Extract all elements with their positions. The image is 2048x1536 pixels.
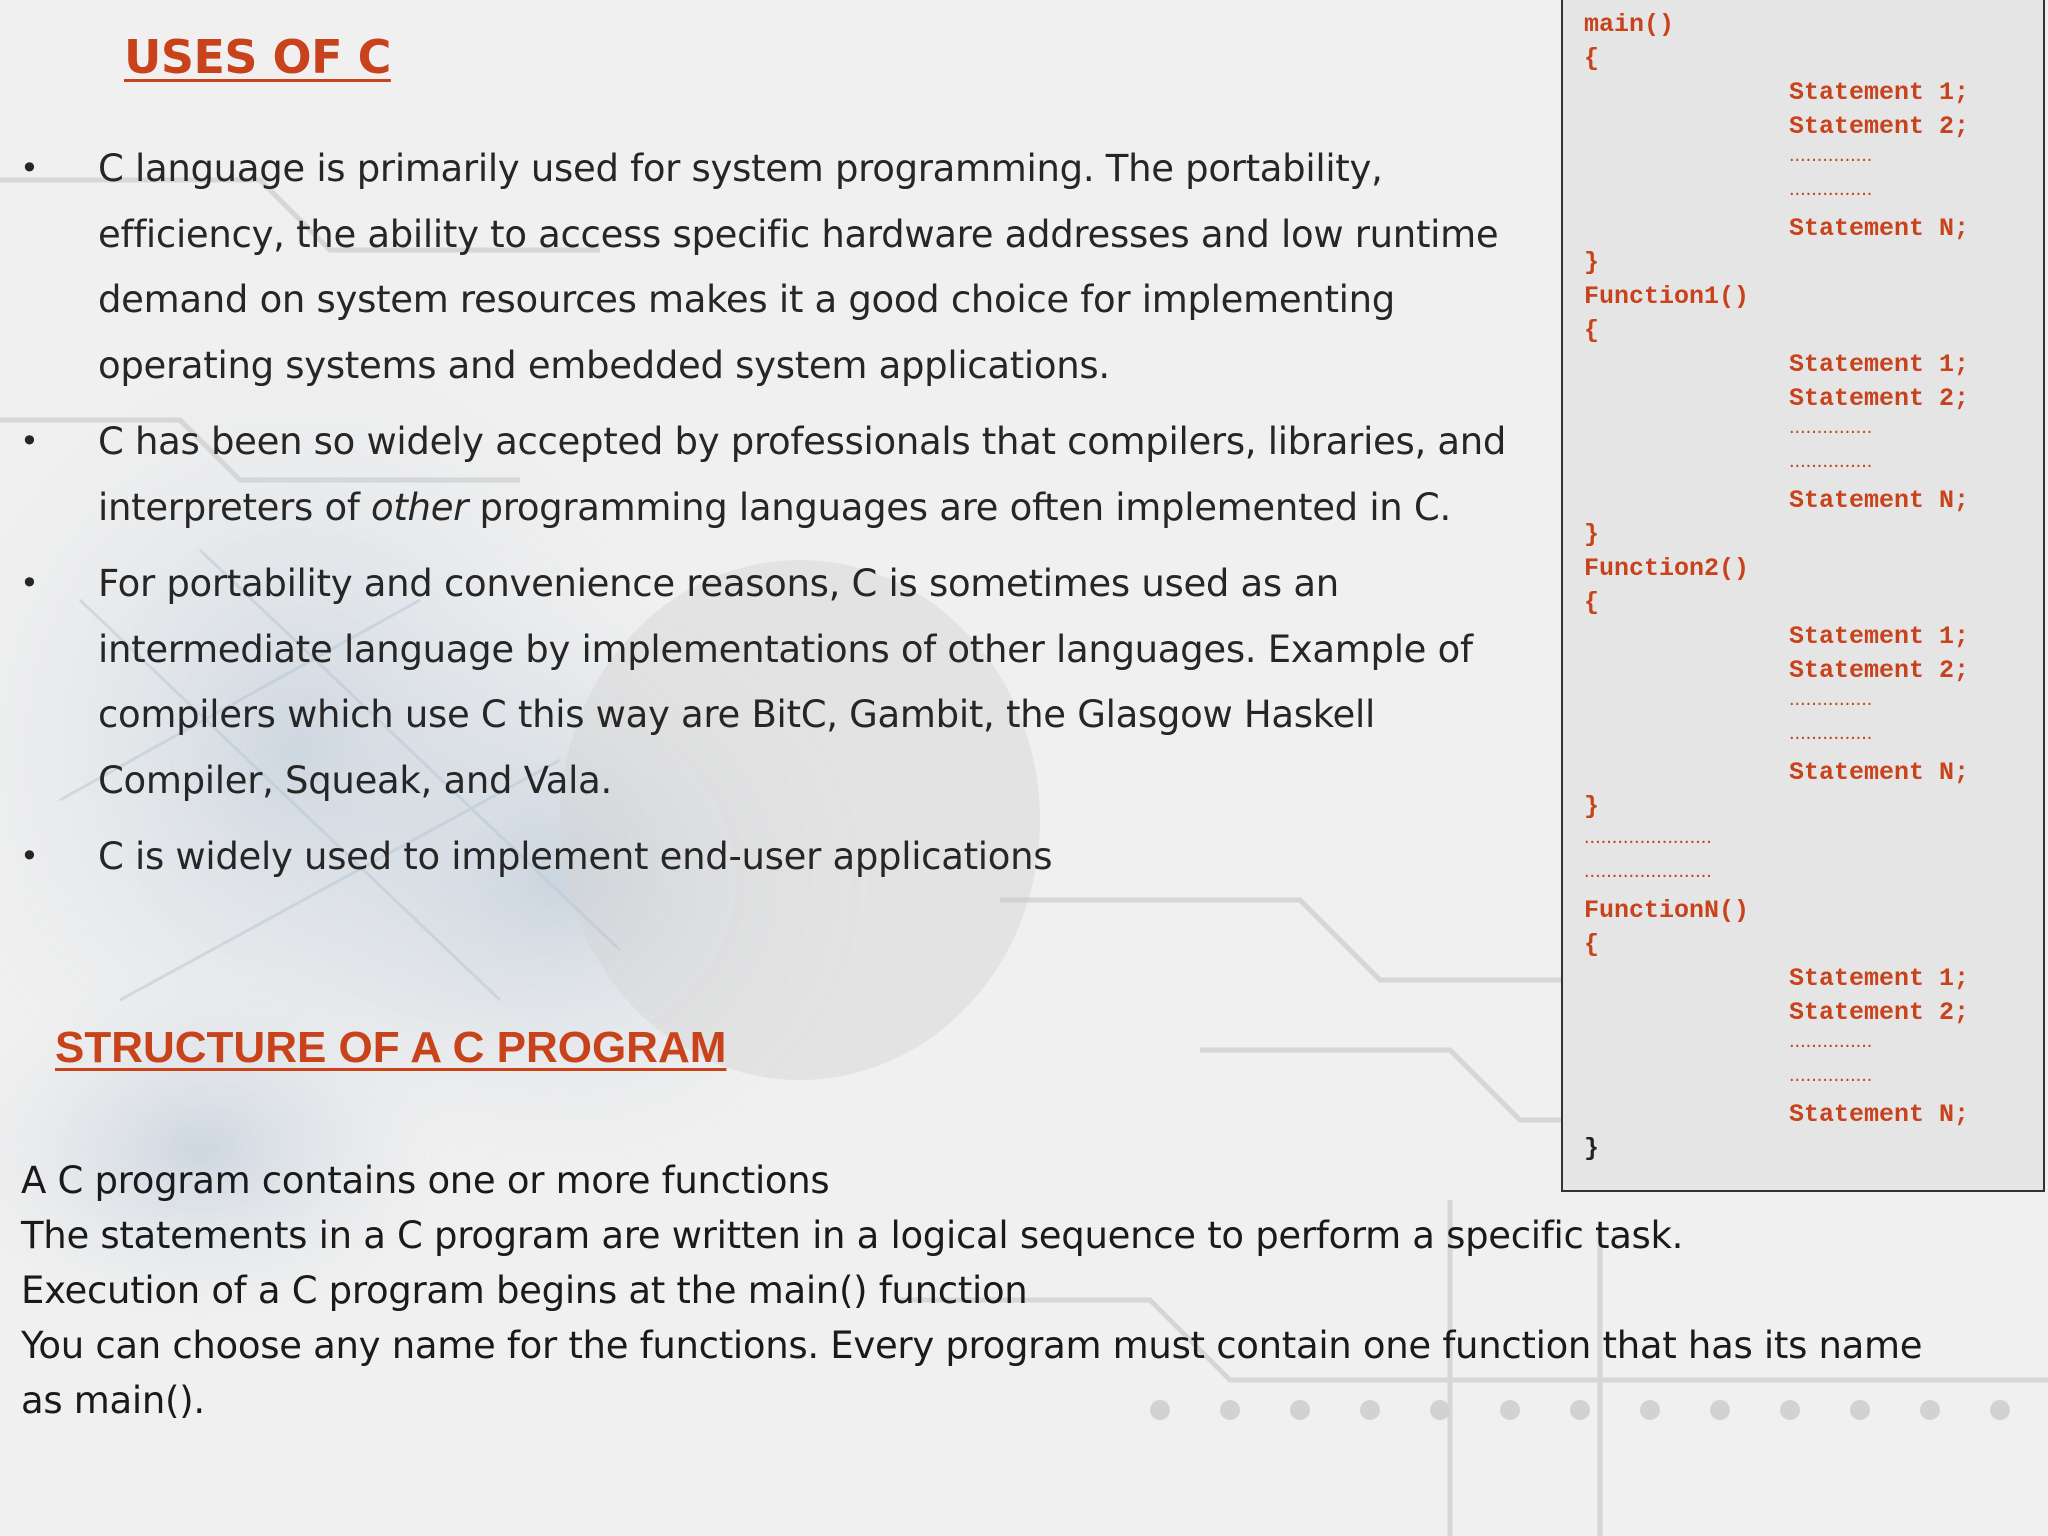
code-line: Statement N; [1789,1100,1970,1129]
italic-word: other [371,485,469,529]
code-line: { [1584,588,1600,617]
code-line: Statement 2; [1789,112,1970,141]
bullet-marker: • [20,564,39,602]
code-line: Statement 2; [1789,384,1970,413]
code-line: Statement 1; [1789,78,1970,107]
code-dots: ............... [1789,1064,1873,1086]
bullet-line: compilers which use C this way are BitC, Gambit, the Glasgow Haskell [98,693,1375,736]
code-line: Statement 2; [1789,998,1970,1027]
code-line: } [1584,1134,1600,1163]
bullet-marker: • [20,149,39,187]
code-line: { [1584,316,1600,345]
code-line: } [1584,520,1600,549]
code-line: Statement 1; [1789,964,1970,993]
bullet-item [0,824,1540,890]
code-line: { [1584,44,1600,73]
code-line: Function2() [1584,554,1750,583]
bullet-item [0,136,1540,398]
code-line: Statement N; [1789,486,1970,515]
bullet-line: For portability and convenience reasons, C is sometimes used as an [98,562,1339,605]
bullet-line: efficiency, the ability to access specific hardware addresses and low runtime [98,212,1499,256]
code-dots: ............... [1789,416,1873,438]
bullet-marker: • [20,422,39,460]
bullet-line: C has been so widely accepted by professionals that compilers, libraries, and [98,420,1507,463]
code-dots: ............... [1789,1030,1873,1052]
code-dots: ............... [1789,450,1873,472]
code-line: } [1584,248,1600,277]
bullet-line: C is widely used to implement end-user applications [98,835,1053,878]
code-line: Statement N; [1789,758,1970,787]
bullet-item [0,551,1540,813]
code-line: Statement 1; [1789,622,1970,651]
paragraph-line: as main(). [21,1379,205,1422]
code-structure-box [1561,0,2045,1192]
code-dots: ............... [1789,688,1873,710]
code-dots: ....................... [1584,826,1712,848]
code-dots: ............... [1789,722,1873,744]
bullet-line: demand on system resources makes it a good choice for implementing [98,278,1395,321]
code-line: Statement N; [1789,214,1970,243]
uses-of-c-heading: USES OF C [124,30,391,84]
paragraph-line: A C program contains one or more functions [21,1159,830,1202]
text-run: programming languages are often implemented in C. [468,485,1451,529]
code-line: { [1584,930,1600,959]
bullet-item [0,409,1540,540]
bullet-line [98,475,1540,541]
code-line: Function1() [1584,282,1750,311]
uses-bullet-list [0,136,1540,901]
bullet-line: operating systems and embedded system applications. [98,343,1110,387]
code-line: main() [1584,10,1675,39]
paragraph-line: You can choose any name for the functions. Every program must contain one function that has its name [21,1324,1923,1367]
code-line: FunctionN() [1584,896,1750,925]
paragraph-line: Execution of a C program begins at the main() function [21,1269,1028,1312]
structure-paragraph [21,1153,1981,1428]
code-line: } [1584,792,1600,821]
code-line: Statement 1; [1789,350,1970,379]
code-line: Statement 2; [1789,656,1970,685]
code-dots: ............... [1789,144,1873,166]
text-run: interpreters of [98,485,372,529]
bullet-line: Compiler, Squeak, and Vala. [98,758,612,802]
bullet-line: C language is primarily used for system programming. The portability, [98,147,1383,190]
structure-heading: STRUCTURE OF A C PROGRAM [55,1023,727,1072]
code-dots: ............... [1789,178,1873,200]
paragraph-line: The statements in a C program are written in a logical sequence to perform a specific task. [21,1214,1684,1257]
code-dots: ....................... [1584,860,1712,882]
bullet-line: intermediate language by implementations of other languages. Example of [98,627,1473,671]
bullet-marker: • [20,837,39,875]
